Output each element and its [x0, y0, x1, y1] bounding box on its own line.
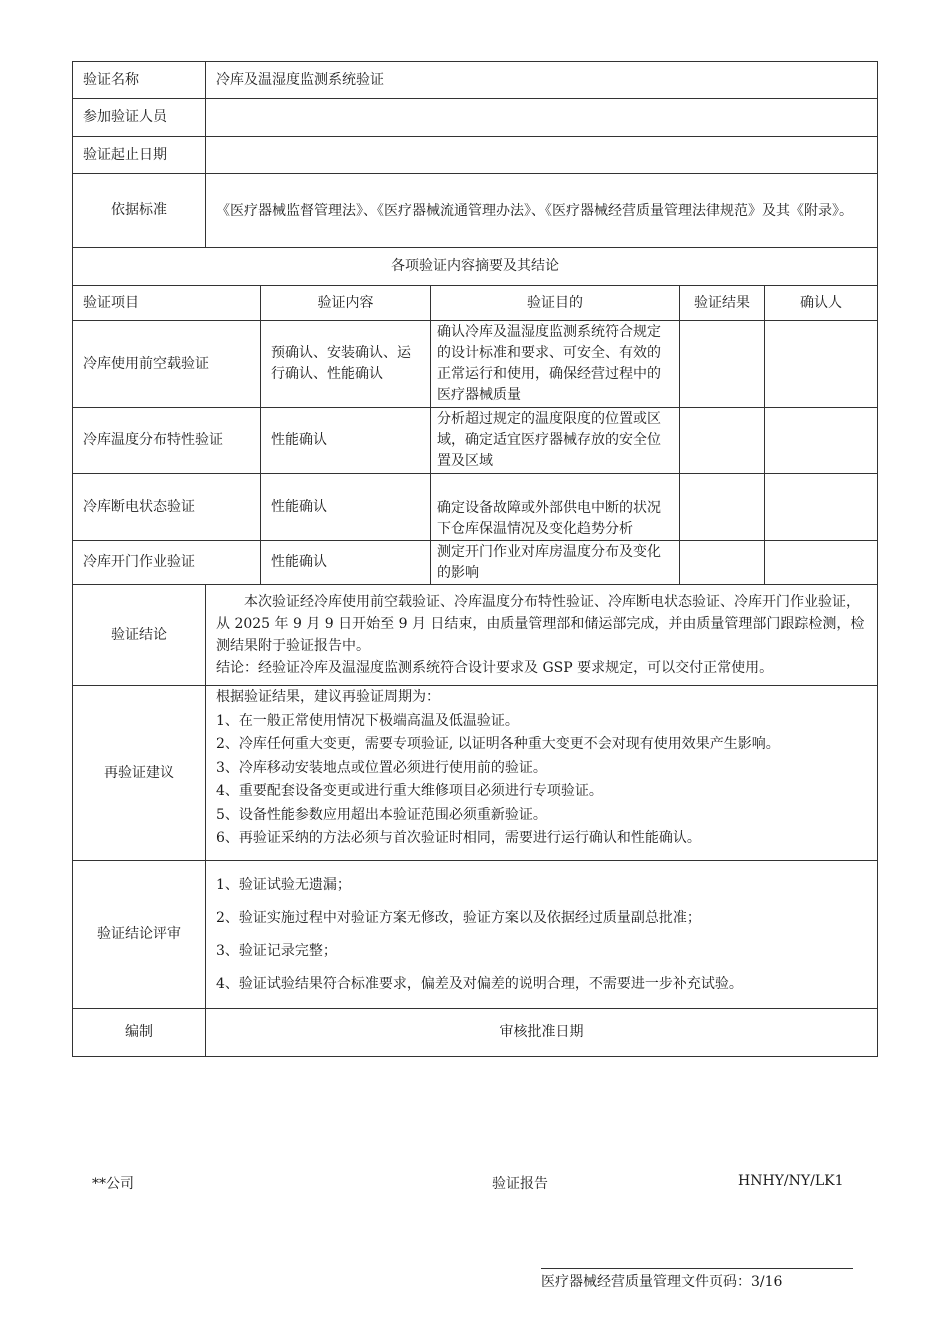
footer-company: **公司	[92, 1176, 134, 1192]
participants-label: 参加验证人员	[73, 99, 206, 137]
row-item: 冷库使用前空载验证	[73, 321, 261, 408]
dates-row	[73, 137, 878, 174]
row-purpose: 测定开门作业对库房温度分布及变化的影响	[431, 541, 680, 585]
row-result	[680, 541, 765, 585]
approve-date-label: 审核批准日期	[206, 1009, 878, 1057]
footer-page-info: 医疗器械经营质量管理文件页码：3/16	[541, 1274, 783, 1290]
sign-row	[73, 1009, 878, 1057]
column-header-confirmer: 确认人	[765, 286, 878, 321]
column-header-content: 验证内容	[261, 286, 431, 321]
conclusion-paragraph: 本次验证经冷库使用前空载验证、冷库温度分布特性验证、冷库断电状态验证、冷库开门作业验证，从 2025 年 9 月 9 日开始至 9 月 日结束，由质量管理部和储运部完成，并由质量管理部门跟踪检测，检测结果附于验证报告中。	[216, 594, 865, 654]
row-confirmer	[765, 408, 878, 474]
column-header-item: 验证项目	[73, 286, 261, 321]
participants-row	[73, 99, 878, 137]
basis-value: 《医疗器械监督管理法》、《医疗器械流通管理办法》、《医疗器械经营质量管理法律规范》及其《附录》。	[206, 174, 878, 248]
table-row	[73, 474, 878, 541]
row-content: 性能确认	[261, 408, 431, 474]
row-result	[680, 408, 765, 474]
review-label: 验证结论评审	[73, 861, 206, 1009]
footer-doc-title: 验证报告	[492, 1176, 548, 1192]
review-body	[206, 861, 878, 1009]
name-row	[73, 62, 878, 99]
dates-value	[206, 137, 878, 174]
table-row	[73, 408, 878, 474]
conclusion-body	[206, 585, 878, 686]
compile-label: 编制	[73, 1009, 206, 1057]
row-content: 预确认、安装确认、运行确认、性能确认	[261, 321, 431, 408]
revalidation-label: 再验证建议	[73, 686, 206, 861]
row-item: 冷库断电状态验证	[73, 474, 261, 541]
conclusion-label: 验证结论	[73, 585, 206, 686]
row-content: 性能确认	[261, 541, 431, 585]
column-header-purpose: 验证目的	[431, 286, 680, 321]
row-purpose: 确认冷库及温湿度监测系统符合规定的设计标准和要求、可安全、有效的正常运行和使用，确保经营过程中的医疗器械质量	[431, 321, 680, 408]
table-row	[73, 541, 878, 585]
table-row	[73, 321, 878, 408]
dates-label: 验证起止日期	[73, 137, 206, 174]
row-confirmer	[765, 541, 878, 585]
basis-row	[73, 174, 878, 248]
conclusion-row	[73, 585, 878, 686]
participants-value	[206, 99, 878, 137]
revalidation-line: 3、冷库移动安装地点或位置必须进行使用前的验证。	[216, 759, 547, 776]
basis-label: 依据标准	[73, 174, 206, 248]
revalidation-line: 4、重要配套设备变更或进行重大维修项目必须进行专项验证。	[216, 783, 603, 799]
column-header-result: 验证结果	[680, 286, 765, 321]
review-line: 3、验证记录完整；	[216, 942, 337, 959]
review-line: 2、验证实施过程中对验证方案无修改，验证方案以及依据经过质量副总批准；	[216, 909, 701, 926]
row-result	[680, 321, 765, 408]
name-label: 验证名称	[73, 62, 206, 99]
row-purpose: 确定设备故障或外部供电中断的状况下仓库保温情况及变化趋势分析	[431, 474, 680, 541]
revalidation-line: 2、冷库任何重大变更，需要专项验证, 以证明各种重大变更不会对现有使用效果产生影响。	[216, 736, 780, 752]
review-row	[73, 861, 878, 1009]
summary-title: 各项验证内容摘要及其结论	[73, 248, 878, 286]
row-confirmer	[765, 321, 878, 408]
review-line: 1、验证试验无遗漏；	[216, 876, 351, 893]
column-header-row	[73, 286, 878, 321]
revalidation-line: 6、再验证采纳的方法必须与首次验证时相同，需要进行运行确认和性能确认。	[216, 830, 701, 846]
footer-divider	[541, 1268, 853, 1269]
review-line: 4、验证试验结果符合标准要求，偏差及对偏差的说明合理，不需要进一步补充试验。	[216, 975, 743, 992]
row-result	[680, 474, 765, 541]
row-purpose: 分析超过规定的温度限度的位置或区域，确定适宜医疗器械存放的安全位置及区域	[431, 408, 680, 474]
row-confirmer	[765, 474, 878, 541]
conclusion-result: 结论：经验证冷库及温湿度监测系统符合设计要求及 GSP 要求规定，可以交付正常使用。	[216, 660, 774, 676]
name-value: 冷库及温湿度监测系统验证	[206, 62, 878, 99]
revalidation-line: 5、设备性能参数应用超出本验证范围必须重新验证。	[216, 806, 547, 823]
row-item: 冷库温度分布特性验证	[73, 408, 261, 474]
revalidation-row	[73, 686, 878, 861]
row-item: 冷库开门作业验证	[73, 541, 261, 585]
row-content: 性能确认	[261, 474, 431, 541]
validation-table	[72, 61, 878, 1057]
revalidation-body	[206, 686, 878, 861]
revalidation-line: 1、在一般正常使用情况下极端高温及低温验证。	[216, 712, 519, 729]
revalidation-line: 根据验证结果，建议再验证周期为：	[216, 689, 440, 705]
footer-doc-code: HNHY/NY/LK1	[738, 1173, 844, 1189]
summary-title-row	[73, 248, 878, 286]
